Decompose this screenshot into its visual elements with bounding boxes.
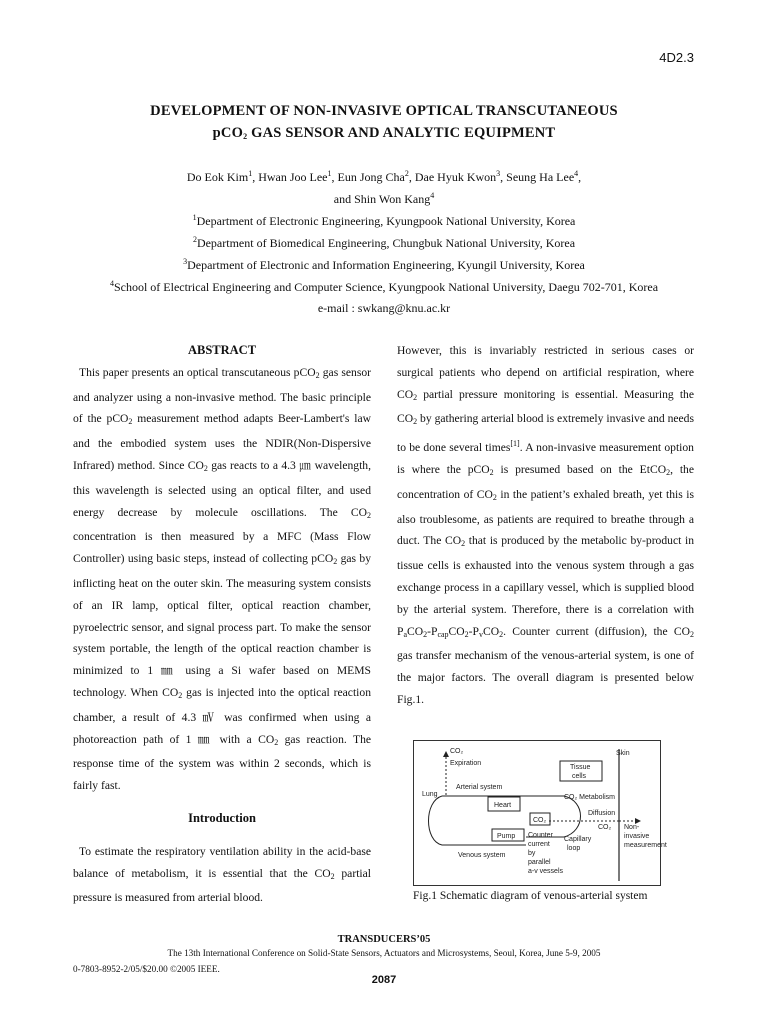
page-number: 2087 [371,974,397,986]
introduction-body: To estimate the respiratory ventilation ability in the acid-base balance of metabolism, it is essential that the $CO_2$ partial pressure is measured from arterial blood. [73,844,371,905]
fig-co2-right-label: CO₂ [598,824,612,831]
introduction-heading: Introduction [188,810,256,825]
copyright-notice: 0-7803-8952-2/05/$20.00 ©2005 IEEE. [73,964,220,974]
fig-tissue-2: cells [572,773,587,780]
fig-counter-2: current [528,841,550,848]
fig-co2-label: CO₂ [450,748,464,755]
title-line-1: DEVELOPMENT OF NON-INVASIVE OPTICAL TRANSCUTANEOUS [150,103,618,119]
affiliation-4: $^4$School of Electrical Engineering and Computer Science, Kyungpook National University, Daegu 702-701, Korea [109,279,659,294]
affiliation-2: $^2$Department of Biomedical Engineering, Chungbuk National University, Korea [192,235,576,250]
fig-capillary-1: Capillary [564,836,592,843]
affiliation-3: $^3$Department of Electronic and Information Engineering, Kyungil University, Korea [183,257,585,272]
fig-metabolism-label: CO₂ Metabolism [564,794,615,801]
fig-arterial-label: Arterial system [456,784,503,791]
fig-counter-1: Counter [528,832,553,839]
fig-noninvasive-2: invasive [624,833,650,840]
fig-skin-label: Skin [616,750,630,757]
author-line-2: and Shin Won Kang$^4$ [333,191,435,206]
venous-arterial-diagram [414,741,667,885]
fig-counter-4: parallel [528,859,551,866]
right-column-body: However, this is invariably restricted in serious cases or surgical patients who depend on artificial respiration, where $CO_2$ partial pressure monitoring is essential. Measuring the $CO_2$ by gathering arterial blood is extremely invasive and needs to be done several times[1]. A non-invasive measurement option is where the pCO$_2$ is presumed based on the EtCO$_2$, the concentration of $CO_2$ in the patient’s exhaled breath, yet this is also troublesome, as patients are required to breathe through a duct. The $CO_2$ that is produced by the metabolic by-product in tissue cells is exhausted into the venous system through a gas exchange process in a capillary vessel, which is supplied blood by the arterial system. Therefore, there is a correlation with $P_aCO_2-P_{cap}CO_2-P_vCO_2$. Counter current (diffusion), the $CO_2$ gas transfer mechanism of the venous-arterial system, is one of the major factors. The overall diagram is presented below Fig.1. [397,344,695,706]
fig-counter-3: by [528,850,536,857]
paper-code: 4D2.3 [659,50,694,65]
fig-co2-box-label: CO₂ [533,817,547,824]
right-column [397,340,694,711]
fig-venous-label: Venous system [458,852,506,859]
figure-1-caption: Fig.1 Schematic diagram of venous-arterial system [413,890,648,902]
fig-heart-label: Heart [494,802,512,809]
affiliation-1: $^1$Department of Electronic Engineering, Kyungpook National University, Korea [192,213,576,228]
fig-noninvasive-3: measurement [624,842,667,849]
abstract-body: This paper presents an optical transcutaneous pCO$_2$ gas sensor and analyzer using a non-invasive method. The basic principle of the pCO$_2$ measurement method adapts Beer-Lambert's law and the embodied system uses the NDIR(Non-Dispersive Infrared) method. Since $CO_2$ gas reacts to a 4.3 ㎛ wavelength, this wavelength is selected using an optical filter, and used energy decrease by molecule oscillations. The $CO_2$ concentration is then measured by a MFC (Mass Flow Controller) using basic steps, instead of collecting pCO$_2$ gas by inflicting heat on the outer skin. The measuring system consists of an IR lamp, optical filter, optical reaction chamber, pyroelectric sensor, and signal process part. To make the sensor system portable, the length of the optical reaction chamber is minimized to 1 ㎜ using a Si wafer based on MEMS technology. When $CO_2$ gas is injected into the optical reaction chamber, a result of 4.3 ㎷ was confirmed when using a photoreaction path of 1 ㎜ with a $CO_2$ gas reaction. The response time of the system was within 2 seconds, which is fairly fast. [73,365,372,793]
conference-name: TRANSDUCERS’05 [337,934,431,945]
email: e-mail : swkang@knu.ac.kr [317,301,451,315]
title-line-2: pCO$_2$ GAS SENSOR AND ANALYTIC EQUIPMENT [212,125,556,141]
fig-lung-label: Lung [422,791,438,798]
figure-1 [413,740,667,886]
fig-diffusion-label: Diffusion [588,810,616,817]
lung-loop [429,796,475,845]
author-line-1: Do Eok Kim$^1$, Hwan Joo Lee$^1$, Eun Jong Cha$^2$, Dae Hyuk Kwon$^3$, Seung Ha Lee$^4$, [186,169,582,184]
fig-tissue-1: Tissue [570,764,591,771]
fig-expiration-label: Expiration [450,760,482,767]
conference-details: The 13th International Conference on Solid-State Sensors, Actuators and Microsystems, Seoul, Korea, June 5-9, 2005 [167,948,601,958]
fig-pump-label: Pump [497,833,516,840]
abstract-heading: ABSTRACT [187,343,257,357]
fig-counter-5: a-v vessels [528,868,564,875]
fig-capillary-2: loop [567,845,581,852]
left-column [73,340,371,909]
fig-noninvasive-1: Non- [624,824,640,831]
